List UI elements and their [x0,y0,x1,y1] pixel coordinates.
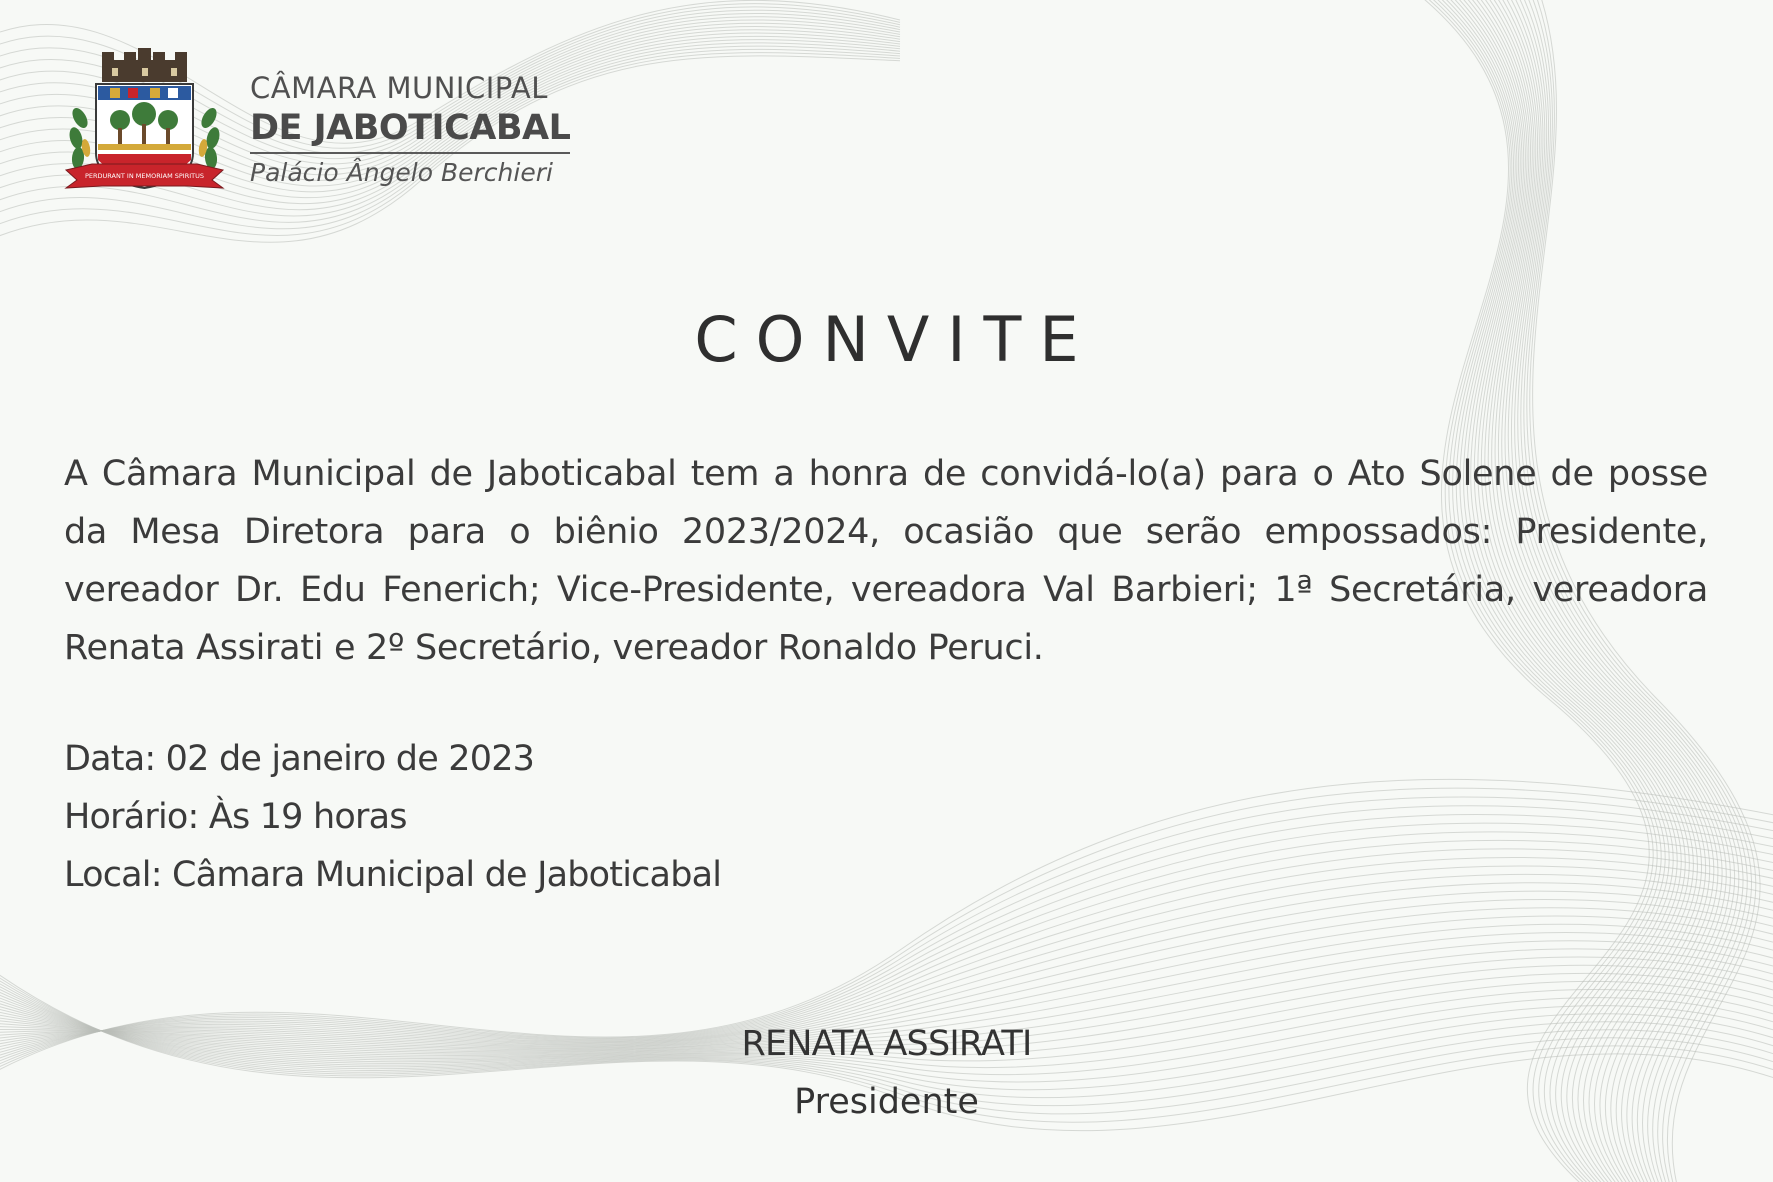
event-location: Local: Câmara Municipal de Jaboticabal [64,855,722,895]
municipal-coat-of-arms-icon [62,48,227,208]
event-time: Horário: Às 19 horas [64,797,407,837]
event-details [64,730,721,904]
event-date: Data: 02 de janeiro de 2023 [64,739,535,779]
institution-header [250,70,570,192]
document-title: CONVITE [694,303,1097,376]
signature-block [0,1015,1773,1131]
institution-name-line1: CÂMARA MUNICIPAL [250,71,548,105]
signatory-role: Presidente [794,1082,979,1122]
palace-name: Palácio Ângelo Berchieri [250,158,553,187]
crest-motto: PERDURANT IN MEMORIAM SPIRITUS [85,172,204,180]
invitation-body: A Câmara Municipal de Jaboticabal tem a honra de convidá-lo(a) para o Ato Solene de posse da Mesa Diretora para o biênio 2023/2024, ocasião que serão empossados: Presidente, vereador Dr. Edu Fenerich; Vice-Presidente, vereadora Val Barbieri; 1ª Secretária, vereadora Renata Assirati e 2º Secretário, vereador Ronaldo Peruci. [64,454,1708,668]
institution-name-line2: DE JABOTICABAL [250,106,570,154]
signatory-name: RENATA ASSIRATI [741,1024,1032,1064]
